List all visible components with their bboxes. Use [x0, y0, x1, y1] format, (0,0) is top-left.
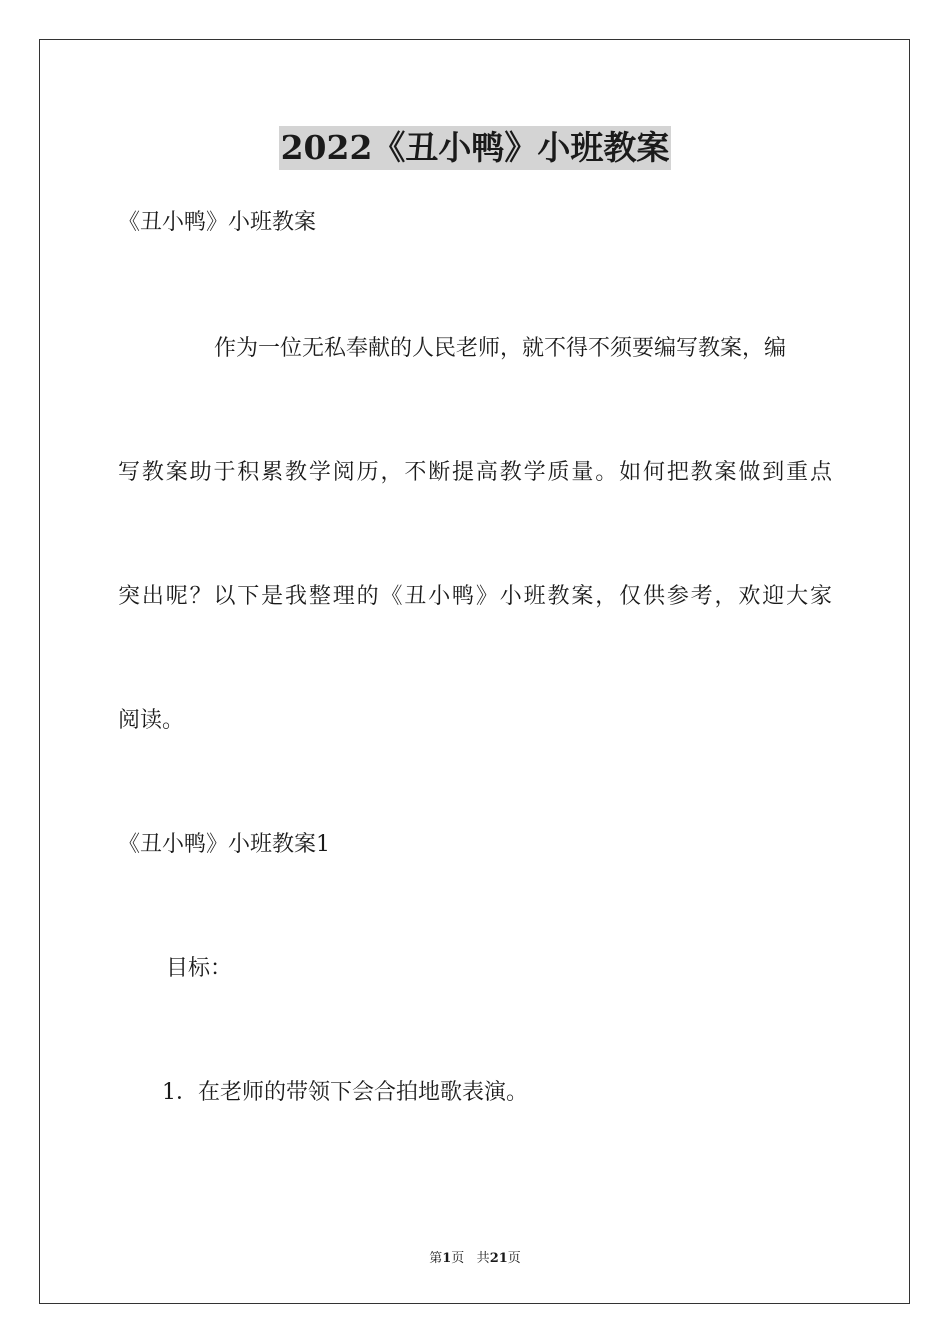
document-title: 2022《丑小鸭》小班教案 [279, 126, 672, 170]
page-footer [0, 1247, 950, 1266]
footer-total-suffix: 页 [507, 1251, 521, 1266]
goal-item-1: 1．在老师的带领下会合拍地歌表演。 [162, 1080, 528, 1105]
intro-line-1: 作为一位无私奉献的人民老师，就不得不须要编写教案，编 [214, 336, 787, 361]
footer-page-prefix: 第 [429, 1251, 443, 1266]
title-container [0, 126, 950, 170]
intro-line-4: 阅读。 [118, 708, 185, 733]
footer-page-current: 1 [442, 1251, 452, 1266]
section-heading: 《丑小鸭》小班教案1 [118, 832, 330, 857]
footer-page-total: 21 [489, 1251, 508, 1266]
intro-line-2: 写教案助于积累教学阅历，不断提高教学质量。如何把教案做到重点 [118, 460, 832, 485]
document-subtitle: 《丑小鸭》小班教案 [118, 210, 317, 235]
footer-total-prefix: 共 [476, 1251, 490, 1266]
footer-page-suffix: 页 [451, 1251, 465, 1266]
intro-line-3: 突出呢？以下是我整理的《丑小鸭》小班教案，仅供参考，欢迎大家 [118, 584, 832, 609]
goal-label: 目标： [166, 956, 233, 981]
